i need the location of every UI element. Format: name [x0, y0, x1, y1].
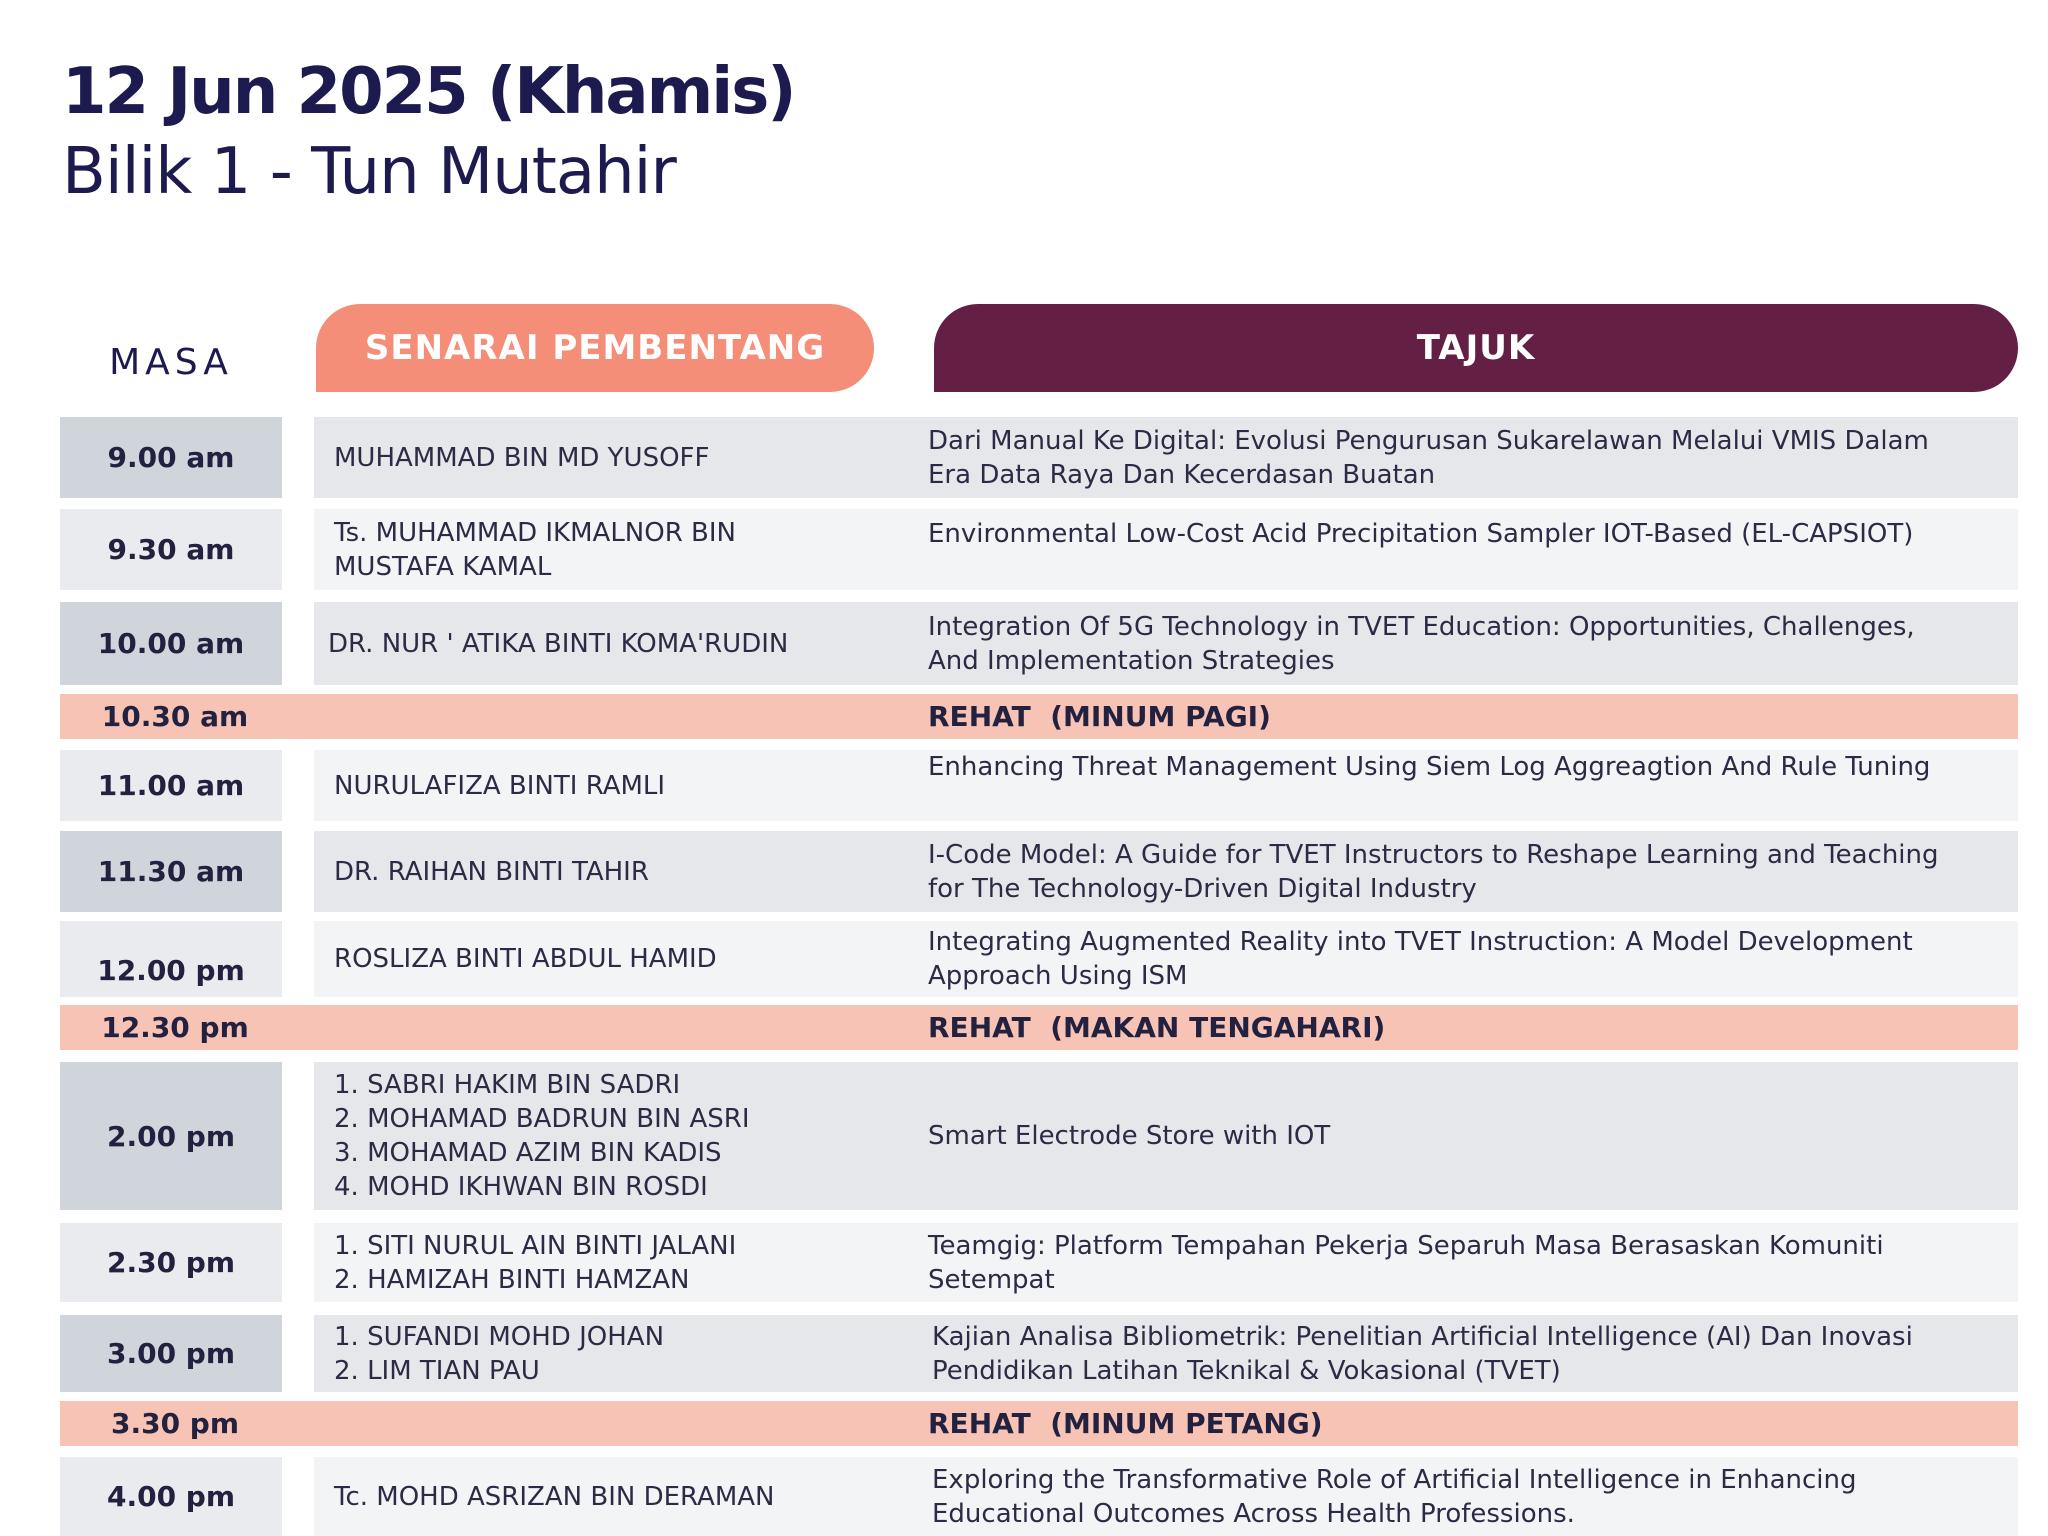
time-cell: 9.30 am	[60, 509, 282, 590]
speaker-cell	[334, 1315, 894, 1392]
break-time: 12.30 pm	[101, 1011, 249, 1044]
schedule-row	[0, 1457, 2048, 1536]
schedule-row	[0, 831, 2048, 912]
speaker-cell	[334, 1223, 894, 1302]
topic-text: Environmental Low-Cost Acid Precipitation Sampler IOT-Based (EL-CAPSIOT)	[928, 519, 1914, 549]
break-label: REHAT (MAKAN TENGAHARI)	[928, 1011, 1386, 1044]
speaker-cell	[328, 602, 888, 685]
topic-text: Dari Manual Ke Digital: Evolusi Pengurusan Sukarelawan Melalui VMIS Dalam Era Data Raya Dan Kecerdasan Buatan	[928, 425, 1929, 490]
topic-cell	[928, 831, 2012, 912]
time-cell: 9.00 am	[60, 417, 282, 498]
topic-column-header: TAJUK	[934, 304, 2018, 392]
speaker-cell	[334, 417, 894, 498]
topic-text: Integration Of 5G Technology in TVET Education: Opportunities, Challenges, And Implementation Strategies	[928, 611, 1915, 676]
schedule-row	[0, 602, 2048, 685]
time-cell: 12.00 pm	[60, 921, 282, 997]
topic-text: Integrating Augmented Reality into TVET Instruction: A Model Development Approach Using ISM	[928, 927, 1913, 991]
break-row	[60, 694, 2018, 739]
speaker-names: DR. RAIHAN BINTI TAHIR	[334, 856, 649, 887]
speaker-names: MUHAMMAD BIN MD YUSOFF	[334, 442, 710, 473]
topic-cell	[928, 417, 2012, 498]
break-label: REHAT (MINUM PETANG)	[928, 1407, 1323, 1440]
break-time: 10.30 am	[101, 700, 249, 733]
topic-cell	[928, 921, 2012, 997]
speaker-names: Ts. MUHAMMAD IKMALNOR BIN MUSTAFA KAMAL	[334, 517, 737, 582]
speaker-names: 1. SUFANDI MOHD JOHAN 2. LIM TIAN PAU	[334, 1321, 665, 1386]
break-row	[60, 1401, 2018, 1446]
speaker-names: Tc. MOHD ASRIZAN BIN DERAMAN	[334, 1481, 775, 1512]
schedule-row	[0, 921, 2048, 997]
topic-cell	[932, 1457, 2012, 1536]
topic-text: Smart Electrode Store with IOT	[928, 1121, 1331, 1151]
time-cell: 11.00 am	[60, 750, 282, 821]
topic-text: Kajian Analisa Bibliometrik: Penelitian Artificial Intelligence (AI) Dan Inovasi Pendidikan Latihan Teknikal & Vokasional (TVET)	[932, 1321, 1913, 1386]
topic-cell	[932, 1315, 2012, 1392]
page-title: 12 Jun 2025 (Khamis)	[62, 55, 795, 129]
topic-cell	[928, 1062, 2012, 1210]
speaker-cell	[334, 750, 894, 821]
schedule-row	[0, 1315, 2048, 1392]
time-cell: 10.00 am	[60, 602, 282, 685]
topic-cell	[928, 602, 2012, 685]
speaker-cell	[334, 921, 894, 997]
topic-cell	[928, 750, 2012, 821]
page-subtitle: Bilik 1 - Tun Mutahir	[62, 135, 676, 209]
topic-text: Enhancing Threat Management Using Siem Log Aggreagtion And Rule Tuning	[928, 752, 1931, 782]
speaker-cell	[334, 1062, 894, 1210]
speaker-names: 1. SITI NURUL AIN BINTI JALANI 2. HAMIZAH BINTI HAMZAN	[334, 1230, 737, 1295]
schedule-row	[0, 509, 2048, 590]
schedule-row	[0, 417, 2048, 498]
masa-column-header: MASA	[109, 342, 233, 383]
topic-text: Teamgig: Platform Tempahan Pekerja Separuh Masa Berasaskan Komuniti Setempat	[928, 1230, 1884, 1295]
schedule-row	[0, 1062, 2048, 1210]
time-cell: 3.00 pm	[60, 1315, 282, 1392]
break-label: REHAT (MINUM PAGI)	[928, 700, 1271, 733]
speaker-cell	[334, 831, 894, 912]
speakers-column-header: SENARAI PEMBENTANG	[316, 304, 874, 392]
speaker-names: NURULAFIZA BINTI RAMLI	[334, 770, 666, 801]
time-cell: 2.30 pm	[60, 1223, 282, 1302]
topic-cell	[928, 1223, 2012, 1302]
schedule-row	[0, 1223, 2048, 1302]
topic-cell	[928, 509, 2012, 590]
schedule-row	[0, 750, 2048, 821]
time-cell: 4.00 pm	[60, 1457, 282, 1536]
topic-text: I-Code Model: A Guide for TVET Instructors to Reshape Learning and Teaching for The Technology-Driven Digital Industry	[928, 839, 1939, 904]
speaker-cell	[334, 1457, 894, 1536]
speaker-cell	[334, 509, 894, 590]
time-cell: 11.30 am	[60, 831, 282, 912]
break-row	[60, 1005, 2018, 1050]
speaker-names: DR. NUR ' ATIKA BINTI KOMA'RUDIN	[328, 628, 789, 659]
topic-text: Exploring the Transformative Role of Artificial Intelligence in Enhancing Educational Outcomes Across Health Professions.	[932, 1464, 1857, 1529]
speaker-names: 1. SABRI HAKIM BIN SADRI 2. MOHAMAD BADRUN BIN ASRI 3. MOHAMAD AZIM BIN KADIS 4. MOHD IKHWAN BIN ROSDI	[334, 1070, 750, 1202]
speaker-names: ROSLIZA BINTI ABDUL HAMID	[334, 944, 717, 974]
time-cell: 2.00 pm	[60, 1062, 282, 1210]
break-time: 3.30 pm	[110, 1407, 240, 1440]
